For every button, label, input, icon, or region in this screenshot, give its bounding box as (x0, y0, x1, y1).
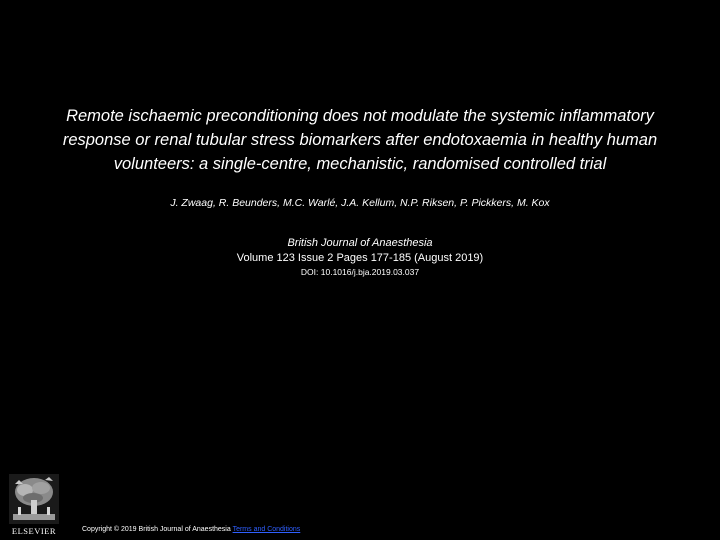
copyright-text: Copyright © 2019 British Journal of Anaesthesia (82, 526, 231, 533)
author-list: J. Zwaag, R. Beunders, M.C. Warlé, J.A. Kellum, N.P. Riksen, P. Pickkers, M. Kox (170, 197, 550, 209)
journal-name: British Journal of Anaesthesia (287, 237, 433, 249)
doi: DOI: 10.1016/j.bja.2019.03.037 (300, 267, 420, 277)
elsevier-tree-icon (9, 474, 59, 524)
elsevier-wordmark: ELSEVIER (11, 526, 57, 536)
terms-link[interactable]: Terms and Conditions (232, 526, 301, 533)
volume-info: Volume 123 Issue 2 Pages 177-185 (August 2019) (236, 252, 484, 264)
article-title: Remote ischaemic preconditioning does not modulate the systemic inflammatory response or renal tubular stress biomarkers after endotoxaemia in healthy human volunteers: a single-centre, mechanistic, randomised controlled trial (62, 107, 658, 173)
elsevier-logo (6, 474, 62, 538)
footer (82, 525, 300, 535)
